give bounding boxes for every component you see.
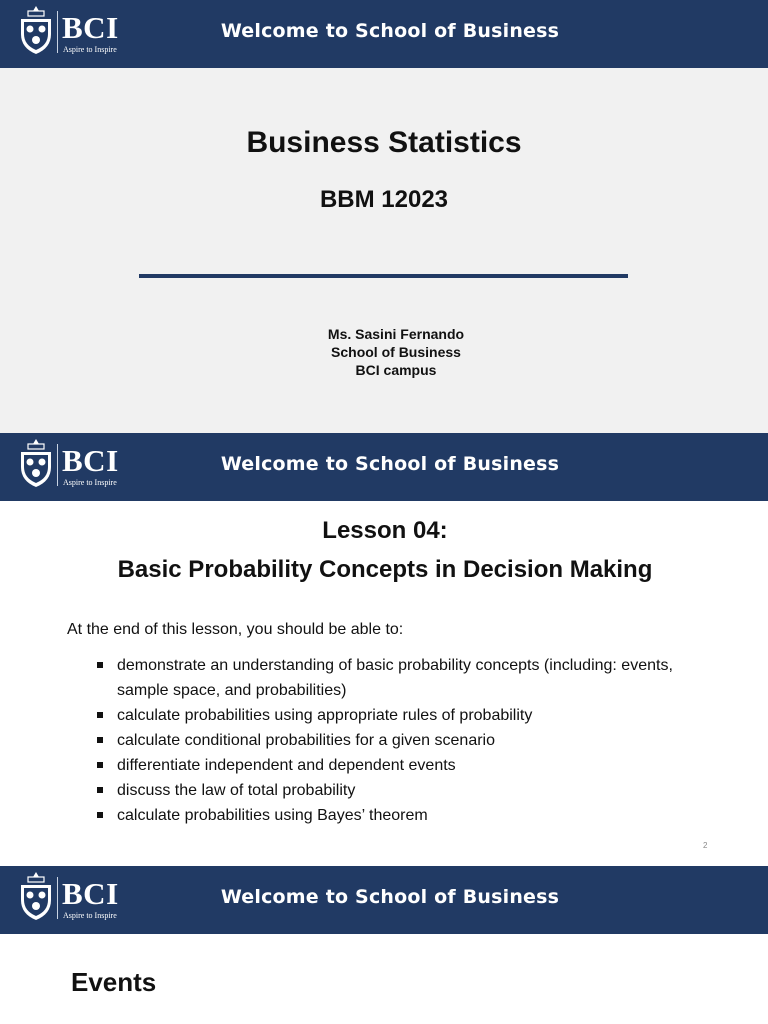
header-banner: [0, 433, 768, 501]
header-title: Welcome to School of Business: [220, 886, 560, 908]
presenter-campus: BCI campus: [355, 362, 437, 378]
title-slide: [0, 68, 768, 433]
crest-icon: [18, 435, 54, 489]
lesson-title: Basic Probability Concepts in Decision Making: [117, 556, 653, 583]
crest-icon: [18, 2, 54, 56]
list-item: calculate conditional probabilities for a given scenario: [97, 728, 697, 753]
logo-brand: BCI: [62, 443, 119, 478]
divider-rule: [139, 274, 628, 278]
header-banner: [0, 0, 768, 68]
list-item: demonstrate an understanding of basic probability concepts (including: events, sample space, and probabilities): [97, 653, 697, 703]
logo-tagline: Aspire to Inspire: [63, 478, 117, 487]
bullet-icon: [97, 737, 103, 743]
logo-tagline: Aspire to Inspire: [63, 911, 117, 920]
slide-heading: Events: [71, 967, 157, 997]
objectives-list: [97, 653, 697, 828]
bullet-icon: [97, 712, 103, 718]
list-item: calculate probabilities using appropriate rules of probability: [97, 703, 697, 728]
bci-logo: [18, 2, 118, 58]
logo-brand: BCI: [62, 876, 119, 911]
crest-icon: [18, 868, 54, 922]
header-title: Welcome to School of Business: [220, 453, 560, 475]
objectives-intro: At the end of this lesson, you should be able to:: [67, 621, 404, 638]
list-item: discuss the law of total probability: [97, 778, 697, 803]
presenter-name: Ms. Sasini Fernando: [327, 326, 465, 342]
bullet-icon: [97, 787, 103, 793]
bci-logo: [18, 435, 118, 491]
list-item: calculate probabilities using Bayes’ theorem: [97, 803, 697, 828]
bullet-icon: [97, 812, 103, 818]
bullet-icon: [97, 762, 103, 768]
presenter-department: School of Business: [331, 344, 461, 360]
header-banner: [0, 866, 768, 934]
header-title: Welcome to School of Business: [220, 20, 560, 42]
list-item: differentiate independent and dependent events: [97, 753, 697, 778]
presenter-block: [180, 325, 612, 379]
events-slide: [0, 934, 768, 1024]
bci-logo: [18, 868, 118, 924]
course-code: BBM 12023: [319, 186, 449, 213]
logo-brand: BCI: [62, 10, 119, 45]
course-title: Business Statistics: [246, 126, 522, 159]
logo-tagline: Aspire to Inspire: [63, 45, 117, 54]
lesson-number: Lesson 04:: [322, 517, 448, 544]
objectives-slide: [0, 501, 768, 866]
page-number: 2: [703, 841, 708, 850]
bullet-icon: [97, 662, 103, 668]
